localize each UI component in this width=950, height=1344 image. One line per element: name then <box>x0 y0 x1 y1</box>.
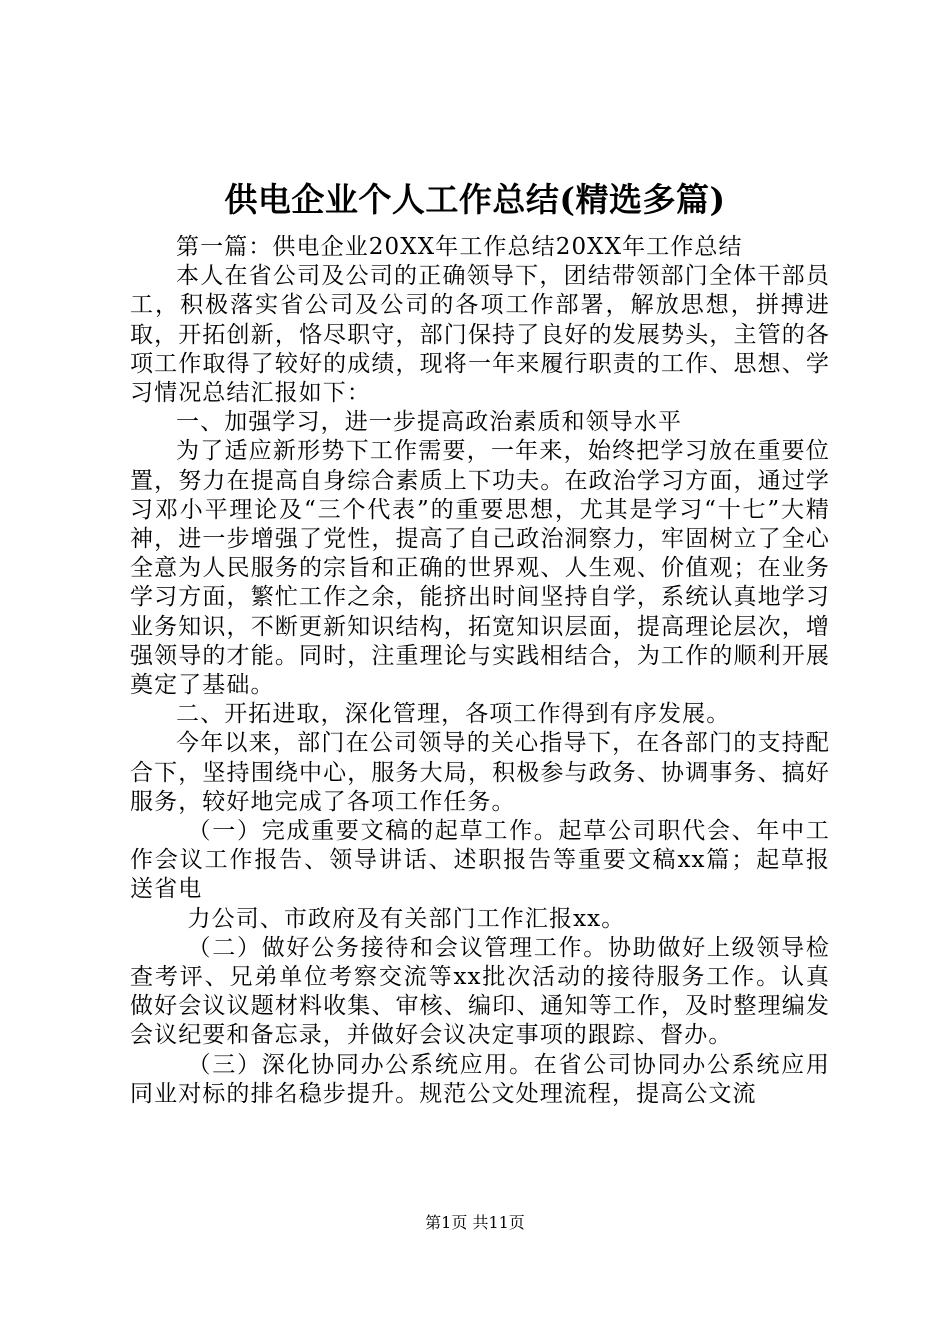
page-number: 第1页 共11页 <box>425 1213 525 1232</box>
paragraph: （一）完成重要文稿的起草工作。起草公司职代会、年中工作会议工作报告、领导讲话、述职报告等重要文稿xx篇；起草报送省电 <box>130 818 830 903</box>
paragraph: 今年以来，部门在公司领导的关心指导下，在各部门的支持配合下，坚持围绕中心，服务大局，积极参与政务、协调事务、搞好服务，较好地完成了各项工作任务。 <box>130 730 830 815</box>
paragraph: （三）深化协同办公系统应用。在省公司协同办公系统应用同业对标的排名稳步提升。规范公文处理流程，提高公文流 <box>130 1051 830 1107</box>
document-title: 供电企业个人工作总结(精选多篇) <box>224 180 726 219</box>
paragraph: 本人在省公司及公司的正确领导下，团结带领部门全体干部员工，积极落实省公司及公司的各项工作部署，解放思想，拼搏进取，开拓创新，恪尽职守，部门保持了良好的发展势头，主管的各项工作取得了较好的成绩，现将一年来履行职责的工作、思想、学习情况总结汇报如下： <box>130 263 830 407</box>
paragraph: 力公司、市政府及有关部门工作汇报xx。 <box>187 905 626 932</box>
section-heading: 一、加强学习，进一步提高政治素质和领导水平 <box>176 409 683 436</box>
paragraph: （二）做好公务接待和会议管理工作。协助做好上级领导检查考评、兄弟单位考察交流等xx批次活动的接待服务工作。认真做好会议议题材料收集、审核、编印、通知等工作，及时整理编发会议纪要和备忘录，并做好会议决定事项的跟踪、督办。 <box>130 934 830 1049</box>
section-heading: 第一篇：供电企业20XX年工作总结20XX年工作总结 <box>176 234 743 260</box>
section-heading: 二、开拓进取，深化管理，各项工作得到有序发展。 <box>176 701 731 728</box>
paragraph: 为了适应新形势下工作需要，一年来，始终把学习放在重要位置，努力在提高自身综合素质上下功夫。在政治学习方面，通过学习邓小平理论及“三个代表”的重要思想，尤其是学习“十七”大精神，进一步增强了党性，提高了自己政治洞察力，牢固树立了全心全意为人民服务的宗旨和正确的世界观、人生观、价值观；在业务学习方面，繁忙工作之余，能挤出时间坚持自学，系统认真地学习业务知识，不断更新知识结构，拓宽知识层面，提高理论层次，增强领导的才能。同时，注重理论与实践相结合，为工作的顺利开展奠定了基础。 <box>130 438 830 699</box>
document-body <box>130 233 830 1109</box>
